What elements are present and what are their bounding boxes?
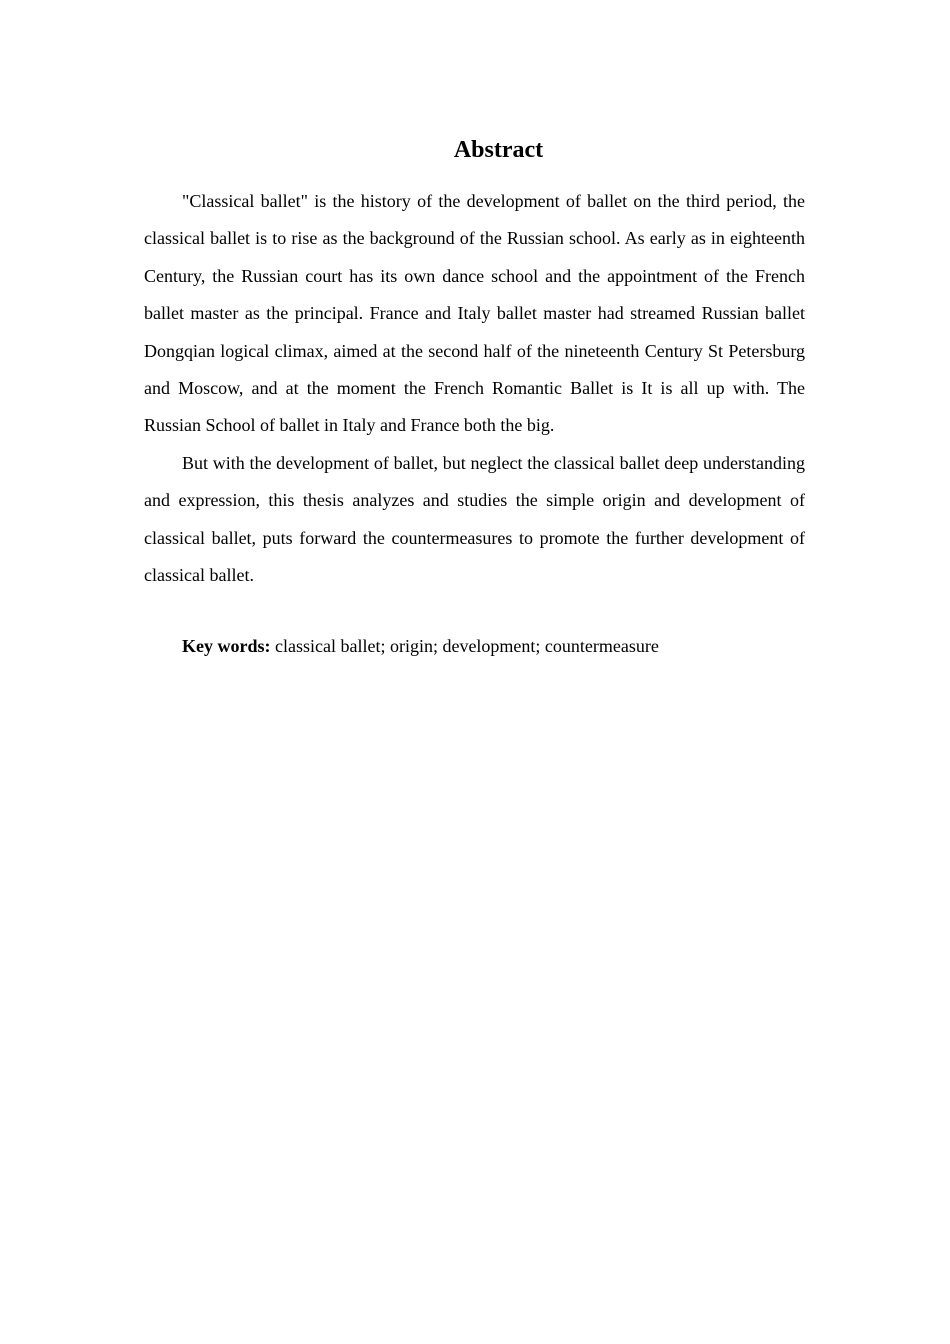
- keywords-label: Key words:: [182, 636, 271, 657]
- keywords-line: [144, 628, 805, 664]
- abstract-paragraph-2: But with the development of ballet, but neglect the classical ballet deep understanding and expression, this thesis analyzes and studies the simple origin and development of classical ballet, puts forward the countermeasures to promote the further development of classical ballet.: [144, 452, 805, 586]
- abstract-section: [144, 133, 805, 664]
- abstract-paragraph-1: "Classical ballet" is the history of the development of ballet on the third period, the classical ballet is to rise as the background of the Russian school. As early as in eighteenth Century, the Russian court has its own dance school and the appointment of the French ballet master as the principal. France and Italy ballet master had streamed Russian ballet Dongqian logical climax, aimed at the second half of the nineteenth Century St Petersburg and Moscow, and at the moment the French Romantic Ballet is It is all up with. The Russian School of ballet in Italy and France both the big.: [144, 191, 805, 436]
- abstract-title: Abstract: [453, 137, 544, 163]
- keywords-text: classical ballet; origin; development; countermeasure: [275, 636, 659, 657]
